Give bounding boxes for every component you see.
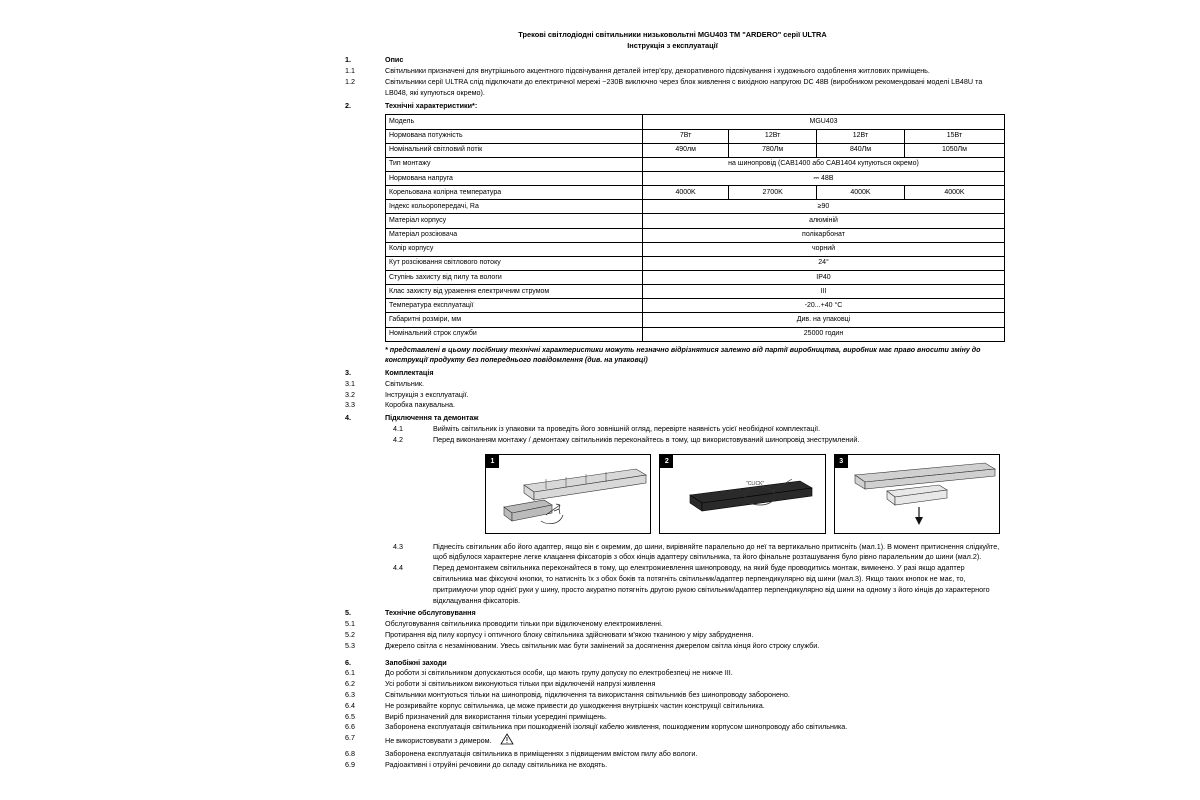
spec-label: Модель xyxy=(386,115,643,129)
table-row xyxy=(386,271,1005,285)
paragraph-number: 1.1 xyxy=(345,66,355,76)
paragraph-number: 6.7 xyxy=(345,733,355,743)
paragraph-number: 6.8 xyxy=(345,748,355,758)
section-number: 2. xyxy=(345,100,351,110)
table-row xyxy=(386,129,1005,143)
section-title: Опис xyxy=(385,55,404,65)
section-title: Запобіжні заходи xyxy=(385,657,447,667)
paragraph-number: 3.2 xyxy=(345,389,355,399)
section-heading-2 xyxy=(345,101,1000,112)
paragraph-text: Заборонена експлуатація світильника при пошкодженій ізоляції кабелю живлення, пошкодженим корпусом шинопроводу або світильника. xyxy=(385,722,848,732)
spec-value: -20...+40 °С xyxy=(643,299,1005,313)
figure-2 xyxy=(659,454,825,534)
paragraph-number: 6.1 xyxy=(345,668,355,678)
spec-value: ⎓ 48В xyxy=(643,172,1005,186)
paragraph-1-2 xyxy=(345,77,1000,99)
paragraph-text: Заборонена експлуатація світильника в приміщеннях з підвищеним вмістом пилу або вологи. xyxy=(385,748,698,758)
section-number: 4. xyxy=(345,413,351,423)
spec-value: 25000 годин xyxy=(643,327,1005,341)
page-title: Трекові світлодіодні світильники низьковольтні MGU403 ТМ "ARDERO" серії ULTRA xyxy=(518,30,827,39)
spec-label: Кут розсіювання світлового потоку xyxy=(386,256,643,270)
paragraph-text: Світильники призначені для внутрішнього акцентного підсвічування деталей інтер'єру, декоративного підсвічування і художнього оздоблення житлових приміщень. xyxy=(385,66,930,76)
section-number: 3. xyxy=(345,367,351,377)
paragraph-number: 1.2 xyxy=(345,77,355,87)
table-row xyxy=(386,285,1005,299)
spec-value: 4000K xyxy=(817,186,905,200)
table-row xyxy=(386,200,1005,214)
spec-value: полікарбонат xyxy=(643,228,1005,242)
paragraph-4-2 xyxy=(345,435,1000,446)
table-row xyxy=(386,313,1005,327)
spec-label: Індекс кольоропередачі, Ra xyxy=(386,200,643,214)
warning-triangle-icon xyxy=(500,733,514,749)
section-number: 6. xyxy=(345,657,351,667)
spec-value: Див. на упаковці xyxy=(643,313,1005,327)
table-row xyxy=(386,327,1005,341)
spec-value: 4000K xyxy=(643,186,729,200)
paragraph-6-7 xyxy=(345,733,1000,749)
spec-label: Корельована колірна температура xyxy=(386,186,643,200)
table-row xyxy=(386,157,1005,171)
spec-value: 24° xyxy=(643,256,1005,270)
spec-label: Тип монтажу xyxy=(386,157,643,171)
spec-value: IP40 xyxy=(643,271,1005,285)
spec-label: Нормована потужність xyxy=(386,129,643,143)
figure-2-illustration xyxy=(660,455,825,533)
spec-label: Клас захисту від ураження електричним струмом xyxy=(386,285,643,299)
figure-1-illustration xyxy=(486,455,651,533)
paragraph-text: Протирання від пилу корпусу і оптичного блоку світильника здійснювати м'якою тканиною у міру забруднення. xyxy=(385,629,754,639)
section-heading-5 xyxy=(345,608,1000,619)
paragraph-text: Піднесіть світильник або його адаптер, якщо він є окремим, до шини, вирівняйте паралельно до неї та вертикально притисніть (мал.1). В момент притиснення слідкуйте, щоб відбулося характерне легке клацання фіксаторів з обох кінців адаптеру світильника, та його фінальне розташування було рівно паралельним до шини (мал.2). xyxy=(433,541,1000,562)
spec-label: Ступінь захисту від пилу та вологи xyxy=(386,271,643,285)
table-row xyxy=(386,256,1005,270)
paragraph-number: 5.2 xyxy=(345,629,355,639)
paragraph-5-2 xyxy=(345,630,1000,641)
svg-text:"CLICK": "CLICK" xyxy=(746,480,765,487)
spec-value: 1050Лм xyxy=(904,143,1004,157)
section-heading-3 xyxy=(345,368,1000,379)
spec-value: 840Лм xyxy=(817,143,905,157)
spec-value: III xyxy=(643,285,1005,299)
spec-value: 4000K xyxy=(904,186,1004,200)
paragraph-1-1 xyxy=(345,66,1000,77)
spec-label: Колір корпусу xyxy=(386,242,643,256)
paragraph-number: 4.4 xyxy=(393,563,403,573)
section-heading-4 xyxy=(345,413,1000,424)
paragraph-number: 3.3 xyxy=(345,400,355,410)
spec-value: 7Вт xyxy=(643,129,729,143)
spec-value: 12Вт xyxy=(817,129,905,143)
paragraph-4-1 xyxy=(345,424,1000,435)
paragraph-6-3 xyxy=(345,690,1000,701)
paragraph-4-4 xyxy=(345,563,1000,606)
spec-value: алюміній xyxy=(643,214,1005,228)
section-number: 5. xyxy=(345,608,351,618)
section-title: Підключення та демонтаж xyxy=(385,413,479,423)
table-row xyxy=(386,143,1005,157)
figure-badge: 1 xyxy=(486,455,499,468)
table-row xyxy=(386,115,1005,129)
paragraph-number: 6.2 xyxy=(345,679,355,689)
spec-value: 12Вт xyxy=(729,129,817,143)
paragraph-6-4 xyxy=(345,701,1000,712)
paragraph-text: До роботи зі світильником допускаються особи, що мають групу допуску по електробезпеці не нижче III. xyxy=(385,668,733,678)
figure-badge: 3 xyxy=(835,455,848,468)
table-row xyxy=(386,172,1005,186)
spec-value: на шинопровід (CAB1400 або CAB1404 купуються окремо) xyxy=(643,157,1005,171)
section-heading-1 xyxy=(345,55,1000,66)
paragraph-text: Інструкція з експлуатації. xyxy=(385,389,469,399)
paragraph-text: Джерело світла є незамінюваним. Увесь світильник має бути замінений за досягнення джерелом світла кінця його строку служби. xyxy=(385,640,820,650)
table-row xyxy=(386,242,1005,256)
spec-label: Матеріал розсіювача xyxy=(386,228,643,242)
spec-value: MGU403 xyxy=(643,115,1005,129)
spec-value: 490лм xyxy=(643,143,729,157)
paragraph-5-3 xyxy=(345,641,1000,652)
paragraph-text: Виріб призначений для використання тільки усередині приміщень. xyxy=(385,711,607,721)
page-subtitle: Інструкція з експлуатації xyxy=(627,40,718,50)
paragraph-number: 4.1 xyxy=(393,423,403,433)
paragraph-number: 6.4 xyxy=(345,700,355,710)
figure-1 xyxy=(485,454,651,534)
paragraph-6-8 xyxy=(345,749,1000,760)
spec-value: 15Вт xyxy=(904,129,1004,143)
paragraph-text: Світильники монтуються тільки на шинопровід, підключення та використання світильників без шинопроводу заборонено. xyxy=(385,689,790,699)
paragraph-number: 6.3 xyxy=(345,689,355,699)
figure-3 xyxy=(834,454,1000,534)
section-heading-6 xyxy=(345,658,1000,669)
paragraph-6-5 xyxy=(345,712,1000,723)
paragraph-number: 3.1 xyxy=(345,378,355,388)
spec-value: чорний xyxy=(643,242,1005,256)
section-title: Комплектація xyxy=(385,367,434,377)
paragraph-text: Усі роботи зі світильником виконуються тільки при відключеній напрузі живлення xyxy=(385,679,656,689)
spec-label: Номінальний світловий потік xyxy=(386,143,643,157)
paragraph-3-3 xyxy=(345,400,1000,411)
paragraph-6-6 xyxy=(345,722,1000,733)
spec-value: 2700K xyxy=(729,186,817,200)
spec-label: Габаритні розміри, мм xyxy=(386,313,643,327)
paragraph-text: Світильник. xyxy=(385,378,424,388)
specifications-table xyxy=(385,114,1005,341)
table-footnote: * представлені в цьому посібнику технічні характеристики можуть незначно відрізнятися залежно від партії виробництва, виробник має право вносити зміну до конструкції продукту без попереднього повідомлення (див. на упаковці) xyxy=(385,345,981,365)
figure-3-illustration xyxy=(835,455,1000,533)
paragraph-number: 6.9 xyxy=(345,759,355,769)
paragraph-text: Радіоактивні і отруйні речовини до складу світильника не входять. xyxy=(385,759,608,769)
paragraph-number: 5.3 xyxy=(345,640,355,650)
paragraph-text: Світильники серії ULTRA слід підключати до електричної мережі ~230В виключно через блок живлення с вихідною напругою DC 48В (виробником рекомендовані моделі LB48U та LB048, які купуються окремо). xyxy=(385,77,983,97)
spec-label: Номінальний строк служби xyxy=(386,327,643,341)
spec-value: 780Лм xyxy=(729,143,817,157)
table-row xyxy=(386,214,1005,228)
paragraph-6-2 xyxy=(345,679,1000,690)
paragraph-text: Перед демонтажем світильника переконайтеся в тому, що електрожиевлення шинопроводу, на який буде проводитись монтаж, вимкнено. У разі якщо адаптер світильника має фіксуючі кнопки, то натисніть їх з обох боків та потягніть світильник/адаптер перпендикулярно від шини (мал.3). Якщо таких кнопок не має, то, притримуючи упор однієї руки у шину, просто акуратно потягніть другою рукою світильник/адаптер перпендикулярно від шини на одному з його кінців до характерного відклацування фіксаторів. xyxy=(433,563,990,605)
paragraph-3-1 xyxy=(345,379,1000,390)
paragraph-text: Перед виконанням монтажу / демонтажу світильників переконайтесь в тому, що використовуваний шинопровід знеструмлений. xyxy=(433,434,860,444)
figure-group xyxy=(485,454,1000,534)
table-row xyxy=(386,228,1005,242)
section-title: Технічне обслуговування xyxy=(385,608,476,618)
paragraph-text: Не використовувати з димером. xyxy=(385,735,492,745)
spec-value: ≥90 xyxy=(643,200,1005,214)
paragraph-text: Вийміть світильник із упаковки та проведіть його зовнішній огляд, перевірте наявність усієї необхідної комплектації. xyxy=(433,423,821,433)
paragraph-text: Не розкривайте корпус світильника, це може привести до ушкодження внутрішніх частин конструкції світильника. xyxy=(385,700,765,710)
paragraph-number: 6.5 xyxy=(345,711,355,721)
paragraph-text: Обслуговування світильника проводити тільки при відключеному електроживленні. xyxy=(385,619,663,629)
paragraph-4-3 xyxy=(345,542,1000,564)
paragraph-6-1 xyxy=(345,668,1000,679)
paragraph-number: 4.2 xyxy=(393,434,403,444)
paragraph-3-2 xyxy=(345,390,1000,401)
spec-label: Матеріал корпусу xyxy=(386,214,643,228)
paragraph-number: 5.1 xyxy=(345,619,355,629)
paragraph-text: Коробка пакувальна. xyxy=(385,400,455,410)
paragraph-number: 4.3 xyxy=(393,541,403,551)
paragraph-5-1 xyxy=(345,619,1000,630)
table-row xyxy=(386,299,1005,313)
figure-badge: 2 xyxy=(660,455,673,468)
spec-label: Нормована напруга xyxy=(386,172,643,186)
spec-label: Температура експлуатації xyxy=(386,299,643,313)
paragraph-number: 6.6 xyxy=(345,722,355,732)
table-row xyxy=(386,186,1005,200)
paragraph-6-9 xyxy=(345,760,1000,771)
section-number: 1. xyxy=(345,55,351,65)
section-title: Технічні характеристики*: xyxy=(385,100,478,110)
